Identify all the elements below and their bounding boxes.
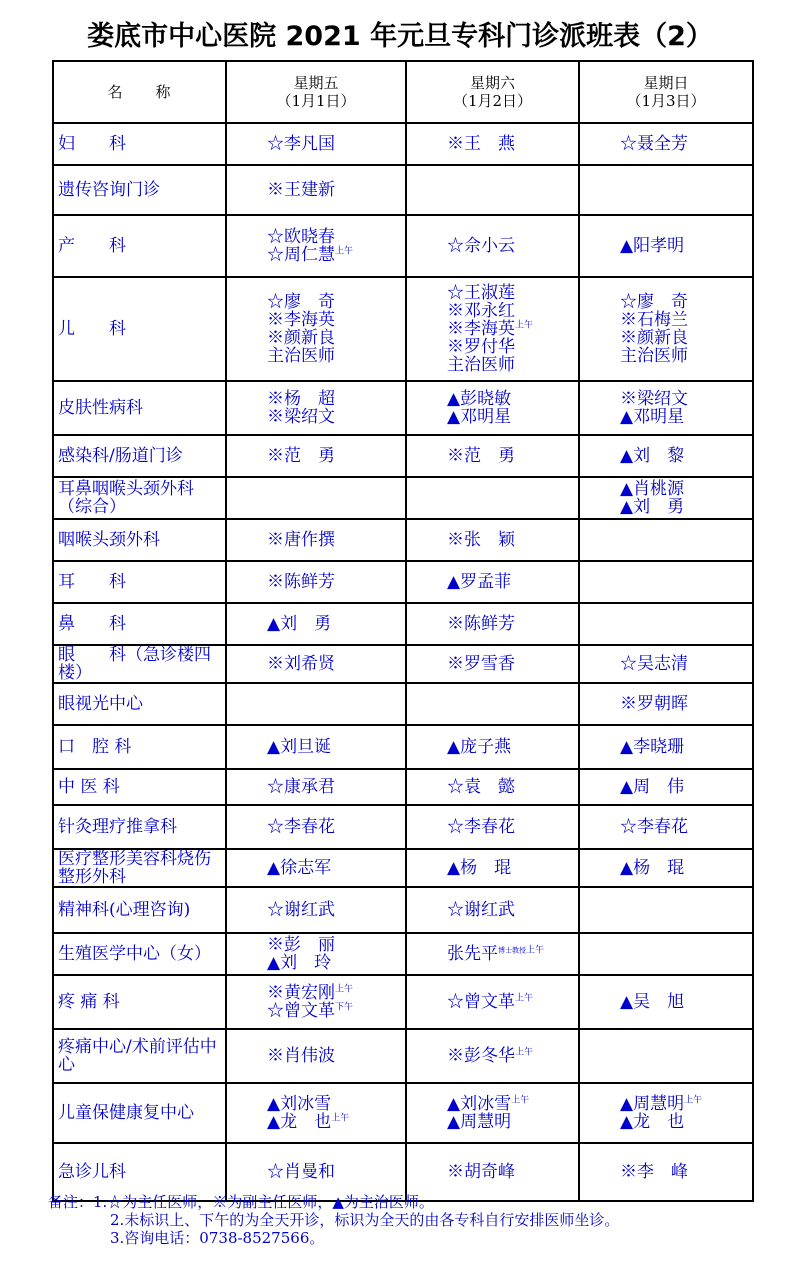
doctor-name: ▲刘旦诞: [267, 737, 332, 757]
doctor-entry: [620, 347, 752, 365]
time-tag: 上午: [511, 1095, 530, 1106]
doctor-name: ☆曾文革: [447, 992, 515, 1012]
doctor-name: ▲邓明星: [620, 407, 685, 427]
doctor-entry: [447, 1113, 578, 1131]
doctor-entry: [447, 1163, 578, 1181]
doctor-cell: [226, 519, 406, 561]
table-row: [53, 849, 753, 887]
doctor-cell: [406, 725, 579, 769]
doctor-cell: [579, 561, 753, 603]
time-tag: 上午: [515, 993, 534, 1004]
doctor-cell: [226, 683, 406, 725]
doctor-name: ☆廖 奇: [620, 292, 688, 312]
doctor-cell: [579, 769, 753, 805]
department-cell: 产 科: [53, 215, 226, 277]
doctor-name: ☆谢红武: [447, 900, 515, 920]
doctor-entry: [447, 531, 578, 549]
doctor-name: ☆周仁慧: [267, 245, 335, 265]
doctor-cell: [226, 381, 406, 435]
day-header-sat: [406, 61, 579, 123]
department-cell: 生殖医学中心（女）: [53, 933, 226, 975]
doctor-name: ▲阳孝明: [620, 236, 685, 256]
note-line-2: 2.未标识上、下午的为全天开诊，标识为全天的由各专科自行安排医师坐诊。: [110, 1211, 620, 1229]
note-line-3: 3.咨询电话：0738-8527566。: [110, 1229, 325, 1247]
doctor-name: ※刘希贤: [267, 654, 335, 674]
doctor-entry: [267, 984, 405, 1002]
doctor-name: ※梁绍文: [620, 389, 688, 409]
doctor-name: ※范 勇: [447, 446, 515, 466]
doctor-name: ※胡奇峰: [447, 1162, 515, 1182]
doctor-cell: [406, 849, 579, 887]
doctor-cell: [579, 477, 753, 519]
doctor-entry: [620, 329, 752, 347]
doctor-entry: [447, 284, 578, 302]
doctor-name: ※梁绍文: [267, 407, 335, 427]
doctor-entry: [267, 778, 405, 796]
doctor-name: ▲周慧明: [447, 1112, 512, 1132]
doctor-entry: [447, 573, 578, 591]
doctor-name: ※陈鲜芳: [267, 572, 335, 592]
doctor-name: ☆康承君: [267, 777, 335, 797]
title-tag: 博士教授: [498, 946, 526, 955]
table-row: [53, 435, 753, 477]
doctor-entry: [447, 338, 578, 356]
doctor-cell: [406, 477, 579, 519]
date-label: （1月3日）: [626, 92, 706, 110]
doctor-entry: [447, 901, 578, 919]
doctor-cell: [226, 975, 406, 1029]
table-row: [53, 123, 753, 165]
doctor-cell: [579, 381, 753, 435]
doctor-cell: [226, 1083, 406, 1143]
doctor-entry: [620, 135, 752, 153]
doctor-cell: [579, 215, 753, 277]
doctor-name: ▲刘 勇: [620, 497, 685, 517]
doctor-cell: [226, 477, 406, 519]
doctor-entry: [267, 447, 405, 465]
doctor-cell: [406, 805, 579, 849]
doctor-name: ▲邓明星: [447, 407, 512, 427]
doctor-entry: [267, 390, 405, 408]
doctor-name: 主治医师: [620, 346, 688, 366]
doctor-entry: [267, 246, 405, 264]
doctor-entry: [447, 1095, 578, 1113]
doctor-entry: [620, 655, 752, 673]
department-cell: 耳鼻咽喉头颈外科（综合）: [53, 477, 226, 519]
doctor-entry: [267, 329, 405, 347]
doctor-name: ☆李凡国: [267, 134, 335, 154]
doctor-entry: [620, 738, 752, 756]
doctor-entry: [447, 778, 578, 796]
doctor-name: ☆谢红武: [267, 900, 335, 920]
time-tag: 上午: [515, 1047, 534, 1058]
doctor-name: ▲刘冰雪: [447, 1094, 512, 1114]
department-cell: 医疗整形美容科烧伤整形外科: [53, 849, 226, 887]
doctor-name: ▲肖桃源: [620, 479, 685, 499]
doctor-name: ▲吴 旭: [620, 992, 685, 1012]
doctor-name: 张先平: [447, 944, 498, 964]
doctor-name: ☆廖 奇: [267, 292, 335, 312]
doctor-entry: [267, 408, 405, 426]
doctor-name: ☆袁 懿: [447, 777, 515, 797]
doctor-cell: [406, 933, 579, 975]
doctor-entry: [267, 738, 405, 756]
doctor-cell: [226, 805, 406, 849]
department-cell: 耳 科: [53, 561, 226, 603]
doctor-cell: [406, 519, 579, 561]
doctor-cell: [226, 561, 406, 603]
doctor-name: ▲罗孟菲: [447, 572, 512, 592]
doctor-cell: [579, 849, 753, 887]
time-tag: 下午: [335, 1002, 354, 1013]
doctor-entry: [447, 738, 578, 756]
doctor-name: ※王 燕: [447, 134, 515, 154]
doctor-entry: [447, 945, 578, 963]
doctor-name: ▲周慧明: [620, 1094, 685, 1114]
doctor-name: ※唐作撰: [267, 530, 335, 550]
department-cell: 皮肤性病科: [53, 381, 226, 435]
doctor-cell: [579, 123, 753, 165]
doctor-entry: [267, 135, 405, 153]
doctor-cell: [406, 435, 579, 477]
doctor-entry: [447, 859, 578, 877]
doctor-entry: [620, 1095, 752, 1113]
doctor-name: ☆吴志清: [620, 654, 688, 674]
doctor-cell: [226, 725, 406, 769]
doctor-entry: [447, 1047, 578, 1065]
doctor-cell: [579, 645, 753, 683]
doctor-entry: [447, 993, 578, 1011]
doctor-entry: [267, 531, 405, 549]
schedule-table: [52, 60, 754, 1202]
doctor-cell: [226, 933, 406, 975]
doctor-entry: [620, 311, 752, 329]
table-row: [53, 1083, 753, 1143]
doctor-name: ※石梅兰: [620, 310, 688, 330]
doctor-cell: [406, 215, 579, 277]
date-label: （1月2日）: [452, 92, 533, 110]
department-cell: 眼 科（急诊楼四楼）: [53, 645, 226, 683]
doctor-cell: [406, 1029, 579, 1083]
table-row: [53, 887, 753, 933]
table-row: [53, 603, 753, 645]
doctor-entry: [267, 1095, 405, 1113]
doctor-entry: [267, 573, 405, 591]
doctor-cell: [226, 435, 406, 477]
doctor-cell: [406, 123, 579, 165]
department-cell: 急诊儿科: [53, 1143, 226, 1201]
doctor-entry: [447, 655, 578, 673]
doctor-name: ※邓永红: [447, 301, 515, 321]
doctor-cell: [226, 887, 406, 933]
doctor-cell: [579, 725, 753, 769]
doctor-name: ※彭 丽: [267, 935, 335, 955]
table-row: [53, 933, 753, 975]
time-tag: 上午: [526, 945, 545, 956]
doctor-entry: [447, 356, 578, 374]
doctor-name: ▲龙 也: [620, 1112, 685, 1132]
doctor-entry: [267, 818, 405, 836]
doctor-cell: [226, 165, 406, 215]
doctor-name: ▲周 伟: [620, 777, 685, 797]
department-cell: 妇 科: [53, 123, 226, 165]
doctor-entry: [447, 447, 578, 465]
doctor-name: ※颜新良: [267, 328, 335, 348]
doctor-name: ※罗朝晖: [620, 694, 688, 714]
doctor-entry: [620, 1113, 752, 1131]
department-cell: 鼻 科: [53, 603, 226, 645]
doctor-entry: [267, 615, 405, 633]
doctor-entry: [447, 320, 578, 338]
doctor-name: ※颜新良: [620, 328, 688, 348]
doctor-name: ※黄宏刚: [267, 983, 335, 1003]
doctor-cell: [406, 277, 579, 381]
time-tag: 上午: [331, 1113, 350, 1124]
doctor-entry: [447, 818, 578, 836]
doctor-cell: [579, 805, 753, 849]
doctor-name: ※陈鲜芳: [447, 614, 515, 634]
table-row: [53, 519, 753, 561]
doctor-entry: [267, 181, 405, 199]
department-cell: 疼痛中心/术前评估中心: [53, 1029, 226, 1083]
doctor-entry: [267, 655, 405, 673]
doctor-name: 主治医师: [267, 346, 335, 366]
doctor-entry: [620, 408, 752, 426]
doctor-cell: [579, 887, 753, 933]
doctor-name: ☆聂全芳: [620, 134, 688, 154]
doctor-cell: [406, 769, 579, 805]
table-row: [53, 215, 753, 277]
doctor-entry: [267, 901, 405, 919]
department-cell: 感染科/肠道门诊: [53, 435, 226, 477]
department-cell: 儿 科: [53, 277, 226, 381]
doctor-name: ※罗付华: [447, 337, 515, 357]
doctor-name: ☆李春花: [620, 817, 688, 837]
doctor-name: ※张 颖: [447, 530, 515, 550]
doctor-name: ※李海英: [447, 319, 515, 339]
header-row: [53, 61, 753, 123]
doctor-name: ※肖伟波: [267, 1046, 335, 1066]
doctor-cell: [579, 683, 753, 725]
day-header-fri: [226, 61, 406, 123]
doctor-entry: [620, 498, 752, 516]
doctor-cell: [226, 215, 406, 277]
doctor-cell: [226, 123, 406, 165]
department-cell: 中 医 科: [53, 769, 226, 805]
notes: [48, 1193, 788, 1247]
doctor-entry: [620, 237, 752, 255]
doctor-cell: [406, 381, 579, 435]
doctor-entry: [267, 954, 405, 972]
time-tag: 上午: [515, 320, 534, 331]
doctor-cell: [579, 603, 753, 645]
doctor-cell: [579, 1083, 753, 1143]
doctor-cell: [226, 603, 406, 645]
doctor-entry: [620, 293, 752, 311]
doctor-name: ☆王淑莲: [447, 283, 515, 303]
doctor-name: ☆佘小云: [447, 236, 515, 256]
doctor-name: ※李海英: [267, 310, 335, 330]
doctor-name: ☆李春花: [447, 817, 515, 837]
table-row: [53, 683, 753, 725]
doctor-cell: [579, 519, 753, 561]
table-row: [53, 769, 753, 805]
doctor-name: ▲杨 琨: [620, 858, 685, 878]
doctor-entry: [620, 480, 752, 498]
table-row: [53, 165, 753, 215]
doctor-name: ▲杨 琨: [447, 858, 512, 878]
table-row: [53, 805, 753, 849]
doctor-name: ▲龙 也: [267, 1112, 332, 1132]
doctor-name: ※杨 超: [267, 389, 335, 409]
doctor-name: ※彭冬华: [447, 1046, 515, 1066]
doctor-cell: [226, 769, 406, 805]
doctor-entry: [620, 1163, 752, 1181]
date-label: （1月1日）: [276, 92, 356, 110]
doctor-cell: [406, 561, 579, 603]
doctor-name: ▲刘 勇: [267, 614, 332, 634]
doctor-name: ▲刘冰雪: [267, 1094, 332, 1114]
doctor-cell: [406, 683, 579, 725]
department-cell: 针灸理疗推拿科: [53, 805, 226, 849]
doctor-entry: [447, 408, 578, 426]
department-cell: 眼视光中心: [53, 683, 226, 725]
doctor-entry: [620, 695, 752, 713]
table-row: [53, 477, 753, 519]
doctor-entry: [267, 347, 405, 365]
doctor-name: ▲刘 黎: [620, 446, 685, 466]
doctor-entry: [620, 993, 752, 1011]
table-row: [53, 561, 753, 603]
time-tag: 上午: [684, 1095, 703, 1106]
doctor-cell: [226, 1029, 406, 1083]
doctor-entry: [267, 1163, 405, 1181]
page-title: 娄底市中心医院 2021 年元旦专科门诊派班表（2）: [87, 21, 713, 52]
doctor-name: ※王建新: [267, 180, 335, 200]
table-row: [53, 277, 753, 381]
doctor-entry: [620, 859, 752, 877]
department-cell: 疼 痛 科: [53, 975, 226, 1029]
doctor-entry: [620, 447, 752, 465]
doctor-name: ☆欧晓春: [267, 227, 335, 247]
day-label: 星期六: [469, 74, 515, 92]
doctor-cell: [579, 165, 753, 215]
doctor-cell: [226, 645, 406, 683]
doctor-entry: [620, 390, 752, 408]
doctor-entry: [267, 859, 405, 877]
table-row: [53, 725, 753, 769]
doctor-entry: [620, 818, 752, 836]
doctor-name: ☆肖曼和: [267, 1162, 335, 1182]
department-cell: 遗传咨询门诊: [53, 165, 226, 215]
table-row: [53, 1029, 753, 1083]
doctor-entry: [447, 135, 578, 153]
department-cell: 口 腔 科: [53, 725, 226, 769]
doctor-cell: [406, 975, 579, 1029]
doctor-name: ▲徐志军: [267, 858, 332, 878]
doctor-entry: [267, 1047, 405, 1065]
doctor-entry: [267, 293, 405, 311]
doctor-cell: [579, 933, 753, 975]
doctor-cell: [406, 1083, 579, 1143]
department-cell: 儿童保健康复中心: [53, 1083, 226, 1143]
note-line-1: 备注：1.☆为主任医师，※为副主任医师，▲为主治医师。: [48, 1193, 434, 1211]
doctor-name: ▲刘 玲: [267, 953, 332, 973]
time-tag: 上午: [335, 246, 354, 257]
doctor-cell: [579, 277, 753, 381]
department-cell: 精神科(心理咨询): [53, 887, 226, 933]
doctor-entry: [267, 936, 405, 954]
doctor-cell: [226, 277, 406, 381]
doctor-entry: [267, 311, 405, 329]
doctor-entry: [267, 1002, 405, 1020]
doctor-name: ▲李晓珊: [620, 737, 685, 757]
table-row: [53, 381, 753, 435]
day-label: 星期五: [293, 74, 339, 92]
doctor-name: ▲庞子燕: [447, 737, 512, 757]
doctor-name: ☆李春花: [267, 817, 335, 837]
day-header-sun: [579, 61, 753, 123]
doctor-cell: [579, 1029, 753, 1083]
doctor-cell: [579, 975, 753, 1029]
doctor-entry: [447, 390, 578, 408]
doctor-cell: [579, 435, 753, 477]
name-column-header: 名 称: [53, 61, 226, 123]
table-row: [53, 975, 753, 1029]
doctor-cell: [406, 645, 579, 683]
department-cell: 咽喉头颈外科: [53, 519, 226, 561]
doctor-cell: [406, 887, 579, 933]
doctor-entry: [267, 228, 405, 246]
doctor-entry: [447, 237, 578, 255]
doctor-entry: [447, 615, 578, 633]
table-row: [53, 645, 753, 683]
doctor-name: ※范 勇: [267, 446, 335, 466]
doctor-name: 主治医师: [447, 355, 515, 375]
doctor-entry: [447, 302, 578, 320]
doctor-name: ☆曾文革: [267, 1001, 335, 1021]
doctor-entry: [620, 778, 752, 796]
doctor-cell: [406, 165, 579, 215]
doctor-name: ▲彭晓敏: [447, 389, 512, 409]
doctor-name: ※李 峰: [620, 1162, 688, 1182]
doctor-name: ※罗雪香: [447, 654, 515, 674]
doctor-entry: [267, 1113, 405, 1131]
doctor-cell: [226, 849, 406, 887]
doctor-cell: [406, 603, 579, 645]
time-tag: 上午: [335, 984, 354, 995]
day-label: 星期日: [643, 74, 689, 92]
